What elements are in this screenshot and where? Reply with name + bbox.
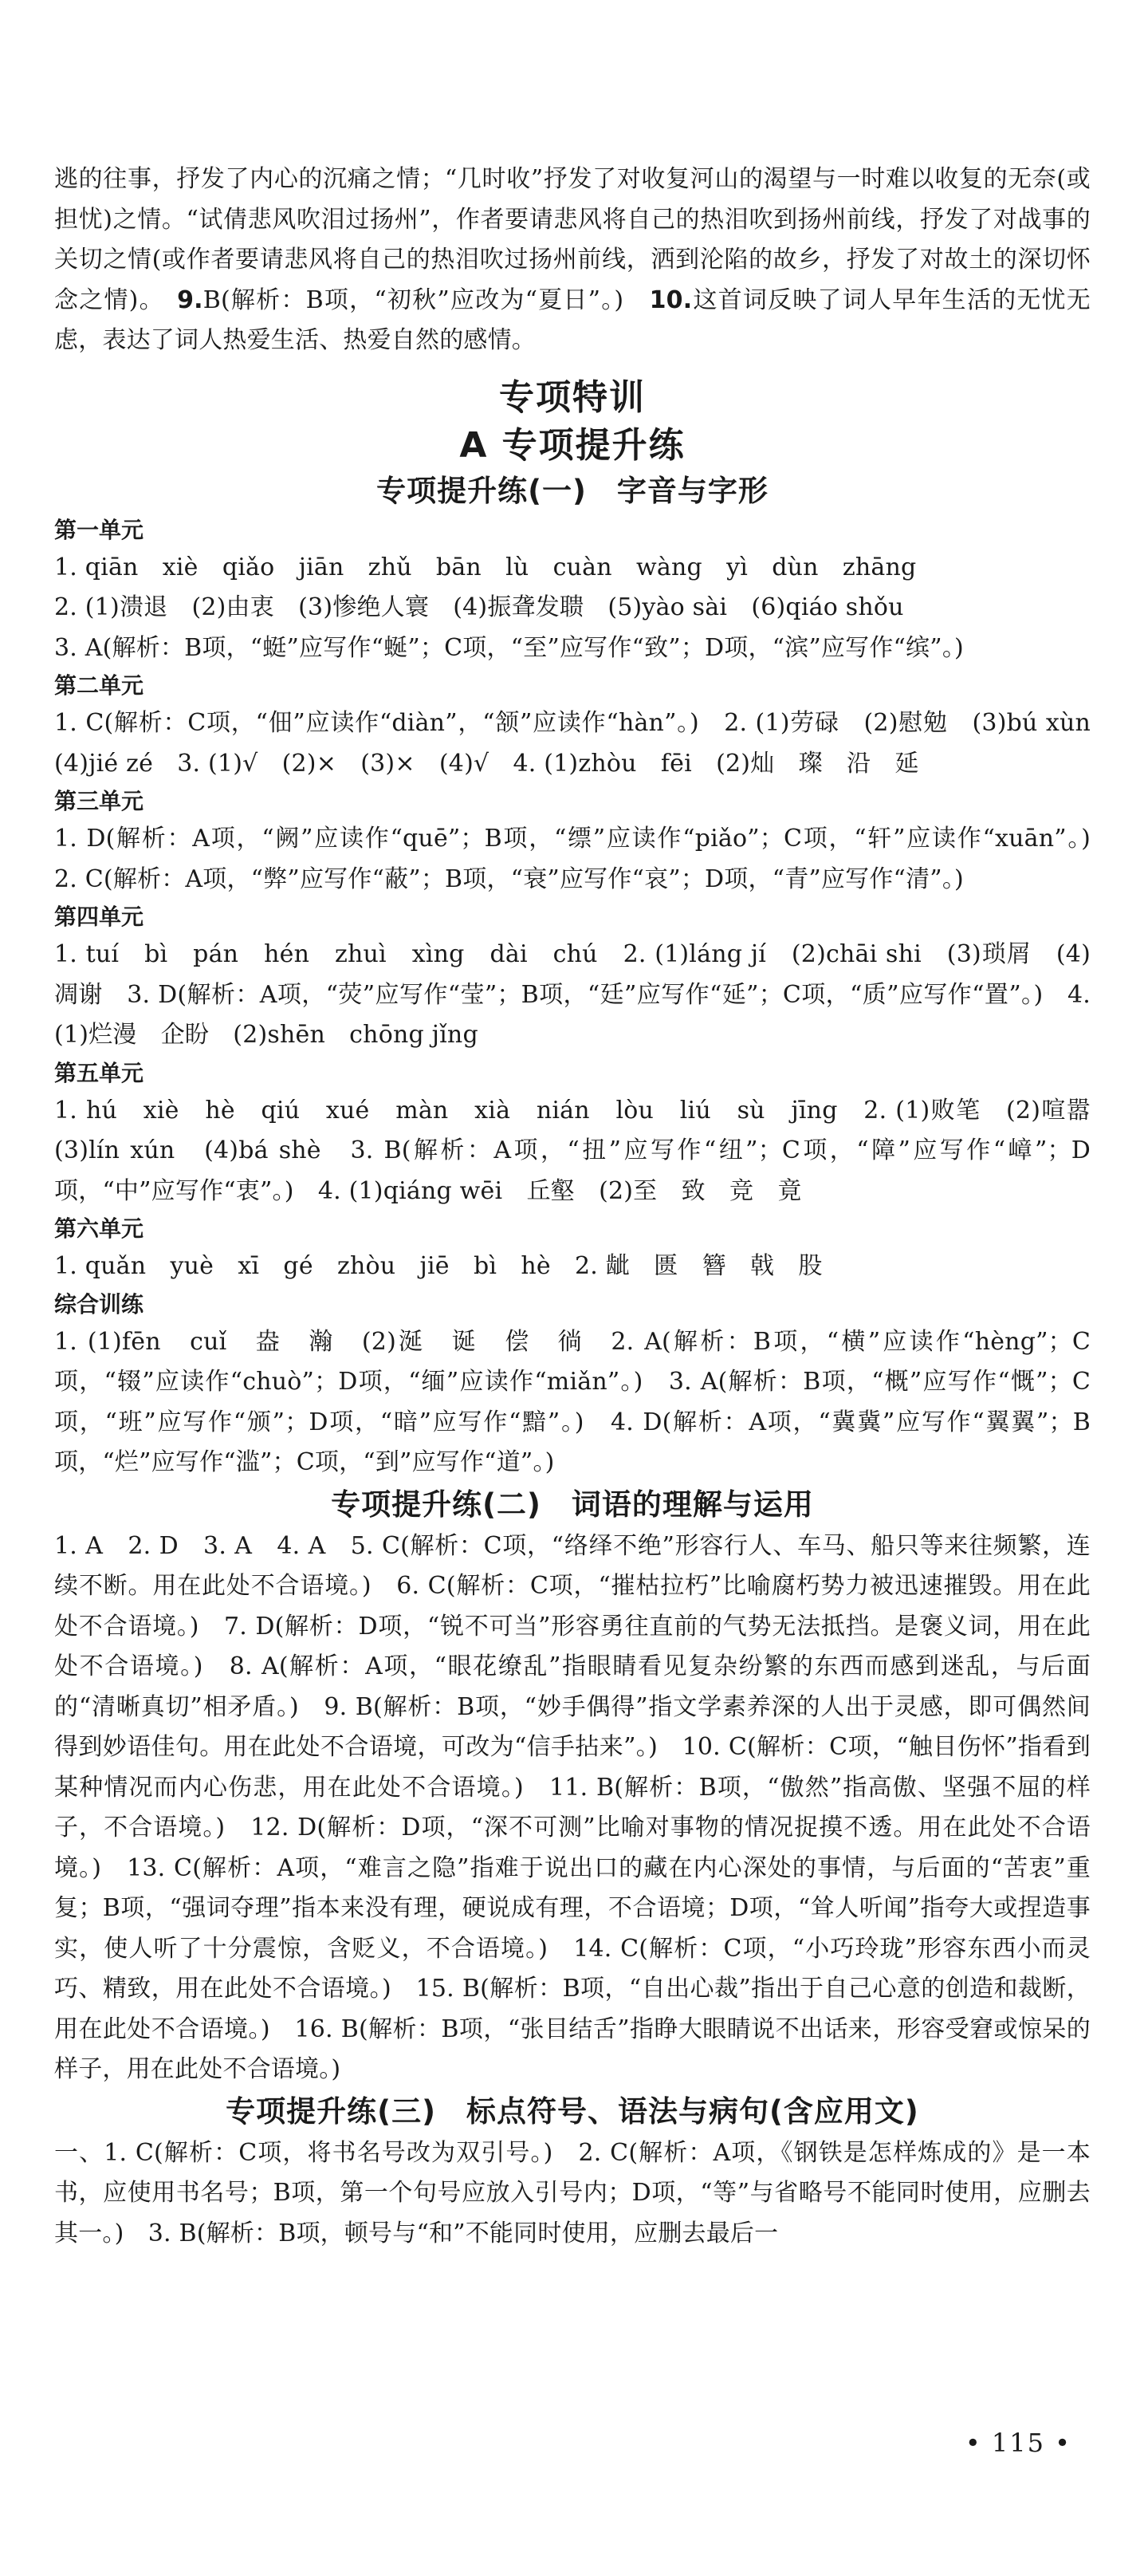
q9-number: 9. (177, 286, 203, 314)
section-heading-3: 专项提升练(三) 标点符号、语法与病句(含应用文) (226, 2093, 919, 2129)
section-heading-1: 专项提升练(一) 字音与字形 (376, 473, 769, 508)
unit-title: 第四单元 (54, 904, 144, 930)
unit-title: 第三单元 (54, 788, 144, 814)
intro-text: 逃的往事，抒发了内心的沉痛之情；“几时收”抒发了对收复河山的渴望与一时难以收复的无奈(或担忧)之情。“试倩悲风吹泪过扬州”，作者要请悲风将自己的热泪吹到扬州前线，抒发了对战事的关切之情(或作者要请悲风将自己的热泪吹过扬州前线，洒到沦陷的故乡，抒发了对故土的深切怀念之情)。 (54, 165, 1091, 314)
unit-6-answers: 1. quǎn yuè xī gé zhòu jiē bì hè 2. 龇 匮 簪 戟 股 (54, 1252, 823, 1280)
unit-4-answers: 1. tuí bì pán hén zhuì xìng dài chú 2. (1)láng jí (2)chāi shi (3)琐屑 (4)凋谢 3. D(解析：A项，“荧”应写作“莹”；B项，“廷”应写作“延”；C项，“质”应写作“置”。) 4. (1)烂漫 企盼 (2)shēn chōng jǐng (54, 940, 1091, 1049)
q9-answer: B(解析：B项，“初秋”应改为“夏日”。) (202, 286, 624, 314)
unit-2-answers: 1. C(解析：C项，“佃”应读作“diàn”，“颔”应读作“hàn”。) 2. (1)劳碌 (2)慰勉 (3)bú xùn (4)jié zé 3. (1)√ (2)× (3)× (4)√ 4. (1)zhòu fēi (2)灿 璨 沿 延 (54, 709, 1115, 778)
sub-heading-a: A 专项提升练 (459, 424, 686, 466)
unit-title: 第一单元 (54, 516, 144, 543)
section-heading-2: 专项提升练(二) 词语的理解与运用 (331, 1487, 814, 1522)
section-3-answers: 一、1. C(解析：C项，将书名号改为双引号。) 2. C(解析：A项，《钢铁是怎样炼成的》是一本书，应使用书名号；B项，第一个句号应放入引号内；D项，“等”与省略号不能同时使用，应删去其一。) 3. B(解析：B项，顿号与“和”不能同时使用，应删去最后一 (54, 2138, 1091, 2247)
unit-1-answer-2: 2. (1)溃退 (2)由衷 (3)惨绝人寰 (4)振聋发聩 (5)yào sài (6)qiáo shǒu (54, 593, 904, 621)
unit-title: 第五单元 (54, 1059, 144, 1086)
unit-1-answer-3: 3. A(解析：B项，“蜓”应写作“蜒”；C项，“至”应写作“致”；D项，“滨”应写作“缤”。) (54, 633, 964, 662)
page-content (54, 160, 1115, 2254)
unit-title: 第六单元 (54, 1215, 144, 1242)
q10-number: 10. (649, 286, 693, 314)
unit-3-answers: 1. D(解析：A项，“阙”应读作“quē”；B项，“缥”应读作“piǎo”；C项，“轩”应读作“xuān”。) 2. C(解析：A项，“弊”应写作“蔽”；B项，“衰”应写作“哀”；D项，“青”应写作“清”。) (54, 825, 1115, 893)
intro-paragraph (54, 160, 1091, 361)
unit-1-answer-1: 1. qiān xiè qiǎo jiān zhǔ bān lù cuàn wàng yì dùn zhāng (54, 553, 917, 581)
section-2-answers: 1. A 2. D 3. A 4. A 5. C(解析：C项，“络绎不绝”形容行人、车马、船只等来往频繁，连续不断。用在此处不合语境。) 6. C(解析：C项，“摧枯拉朽”比喻腐朽势力被迅速摧毁。用在此处不合语境。) 7. D(解析：D项，“锐不可当”形容勇往直前的气势无法抵挡。是褒义词，用在此处不合语境。) 8. A(解析：A项，“眼花缭乱”指眼睛看见复杂纷繁的东西而感到迷乱，与后面的“清晰真切”相矛盾。) 9. B(解析：B项，“妙手偶得”指文学素养深的人出于灵感，即可偶然间得到妙语佳句。用在此处不合语境，可改为“信手拈来”。) 10. C(解析：C项，“触目伤怀”指看到某种情况而内心伤悲，用在此处不合语境。) 11. B(解析：B项，“傲然”指高傲、坚强不屈的样子，不合语境。) 12. D(解析：D项，“深不可测”比喻对事物的情况捉摸不透。用在此处不合语境。) 13. C(解析：A项，“难言之隐”指难于说出口的藏在内心深处的事情，与后面的“苦衷”重复；B项，“强词夺理”指本来没有理，硬说成有理，不合语境；D项，“耸人听闻”指夸大或捏造事实，使人听了十分震惊，含贬义，不合语境。) 14. C(解析：C项，“小巧玲珑”形容东西小而灵巧、精致，用在此处不合语境。) 15. B(解析：B项，“自出心裁”指出于自己心意的创造和裁断，用在此处不合语境。) 16. B(解析：B项，“张目结舌”指睁大眼睛说不出话来，形容受窘或惊呆的样子，用在此处不合语境。) (54, 1531, 1091, 2083)
unit-title: 第二单元 (54, 672, 144, 699)
q10-answer: 这首词反映了词人早年生活的无忧无虑，表达了词人热爱生活、热爱自然的感情。 (54, 286, 1091, 354)
main-heading: 专项特训 (499, 376, 646, 418)
unit-title: 综合训练 (54, 1290, 144, 1318)
comprehensive-answers: 1. (1)fēn cuǐ 盎 瀚 (2)涎 诞 偿 徜 2. A(解析：B项，“横”应读作“hèng”；C项，“辍”应读作“chuò”；D项，“缅”应读作“miǎn”。) 3. A(解析：B项，“概”应写作“慨”；C项，“班”应写作“颁”；D项，“暗”应写作“黯”。) 4. D(解析：A项，“冀冀”应写作“翼翼”；B项，“烂”应写作“滥”；C项，“到”应写作“道”。) (54, 1327, 1091, 1476)
unit-5-answers: 1. hú xiè hè qiú xué màn xià nián lòu liú sù jīng 2. (1)败笔 (2)喧嚣 (3)lín xún (4)bá shè 3. B(解析：A项，“扭”应写作“纽”；C项，“障”应写作“嶂”；D项，“中”应写作“衷”。) 4. (1)qiáng wēi 丘壑 (2)至 致 竞 竟 (54, 1096, 1115, 1205)
page-number: • 115 • (965, 2428, 1071, 2458)
